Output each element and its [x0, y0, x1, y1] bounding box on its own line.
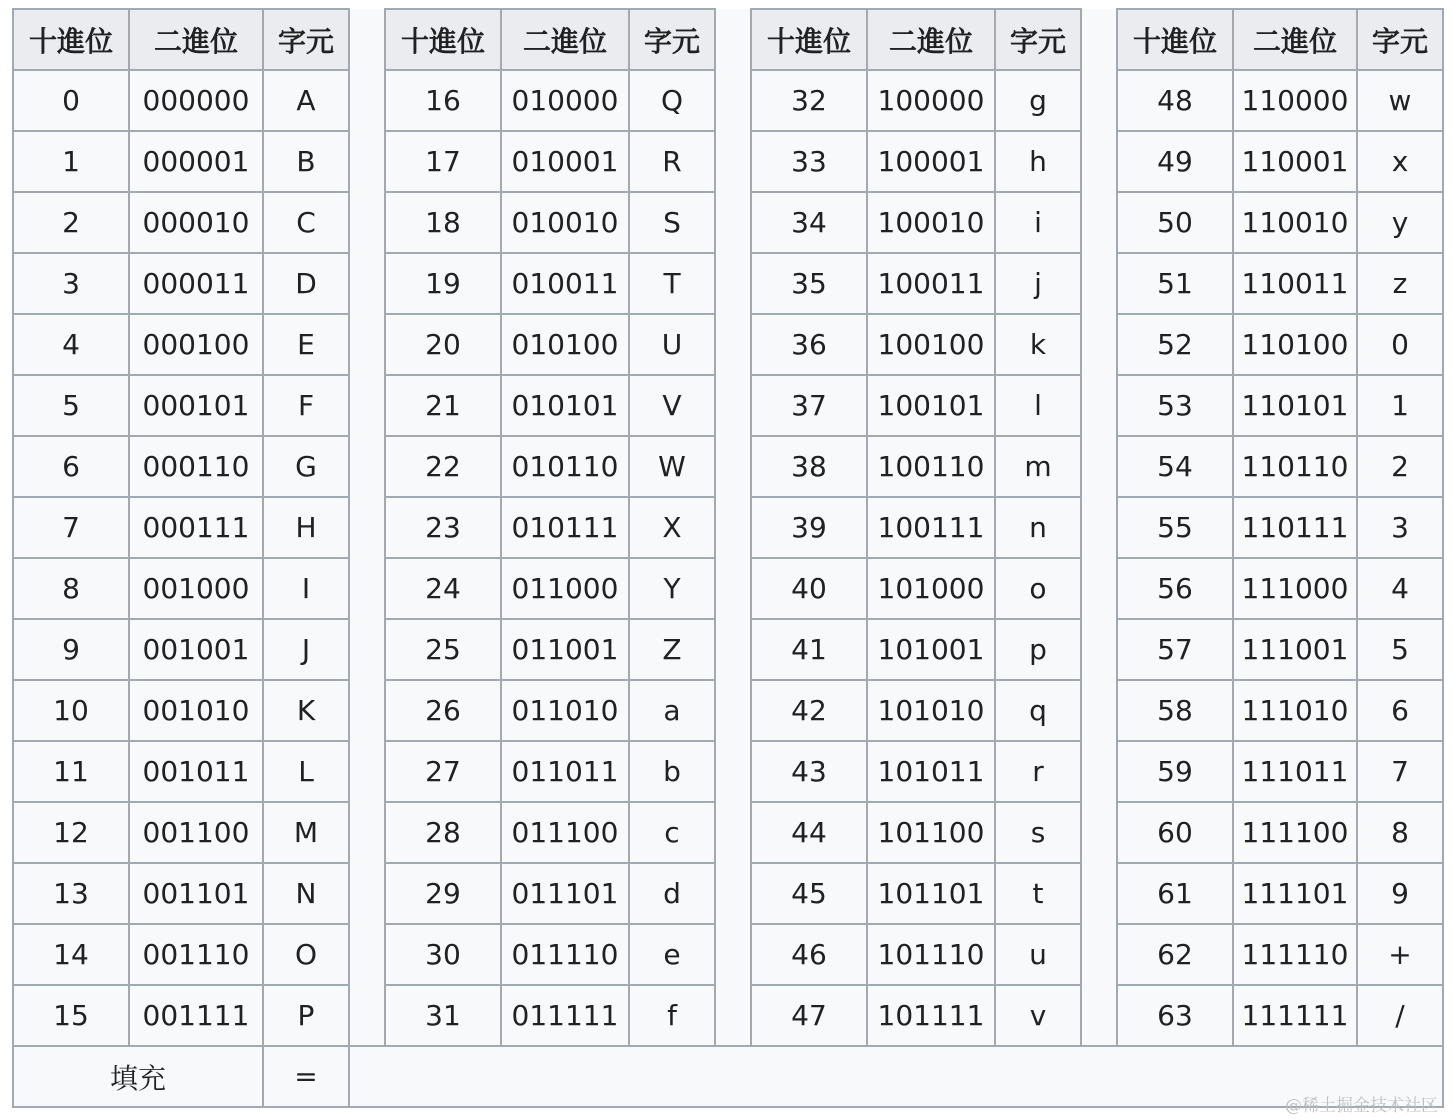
group-spacer [1081, 924, 1117, 985]
table-row [13, 924, 1443, 985]
table-row [13, 558, 1443, 619]
group-spacer [1081, 802, 1117, 863]
header-row [13, 9, 1443, 70]
decimal-cell: 1 [13, 131, 129, 192]
decimal-cell: 48 [1117, 70, 1233, 131]
group-spacer [1081, 192, 1117, 253]
char-header: 字元 [1357, 9, 1443, 70]
group-spacer [715, 253, 751, 314]
binary-cell: 000010 [129, 192, 263, 253]
group-spacer [1081, 497, 1117, 558]
decimal-cell: 16 [385, 70, 501, 131]
group-spacer [1081, 558, 1117, 619]
decimal-header: 十進位 [13, 9, 129, 70]
char-cell: / [1357, 985, 1443, 1046]
char-cell: M [263, 802, 349, 863]
group-spacer [1081, 619, 1117, 680]
group-spacer [715, 497, 751, 558]
binary-cell: 100011 [867, 253, 995, 314]
binary-header: 二進位 [501, 9, 629, 70]
table-row [13, 741, 1443, 802]
binary-header: 二進位 [1233, 9, 1357, 70]
binary-cell: 101111 [867, 985, 995, 1046]
decimal-cell: 62 [1117, 924, 1233, 985]
decimal-cell: 59 [1117, 741, 1233, 802]
binary-cell: 001010 [129, 680, 263, 741]
table-row [13, 497, 1443, 558]
binary-cell: 110101 [1233, 375, 1357, 436]
group-spacer [1081, 314, 1117, 375]
char-cell: Z [629, 619, 715, 680]
group-spacer [349, 741, 385, 802]
char-cell: r [995, 741, 1081, 802]
decimal-cell: 33 [751, 131, 867, 192]
char-cell: U [629, 314, 715, 375]
char-cell: d [629, 863, 715, 924]
char-cell: o [995, 558, 1081, 619]
binary-cell: 101011 [867, 741, 995, 802]
decimal-cell: 23 [385, 497, 501, 558]
decimal-cell: 2 [13, 192, 129, 253]
binary-cell: 010111 [501, 497, 629, 558]
binary-cell: 010011 [501, 253, 629, 314]
binary-cell: 111001 [1233, 619, 1357, 680]
decimal-cell: 55 [1117, 497, 1233, 558]
binary-cell: 001001 [129, 619, 263, 680]
group-spacer [1081, 253, 1117, 314]
char-cell: m [995, 436, 1081, 497]
decimal-cell: 43 [751, 741, 867, 802]
decimal-cell: 31 [385, 985, 501, 1046]
char-cell: 2 [1357, 436, 1443, 497]
decimal-cell: 32 [751, 70, 867, 131]
char-cell: 5 [1357, 619, 1443, 680]
char-cell: D [263, 253, 349, 314]
char-cell: B [263, 131, 349, 192]
table-row [13, 314, 1443, 375]
group-spacer [349, 985, 385, 1046]
decimal-cell: 3 [13, 253, 129, 314]
decimal-cell: 7 [13, 497, 129, 558]
decimal-cell: 45 [751, 863, 867, 924]
char-cell: u [995, 924, 1081, 985]
char-cell: T [629, 253, 715, 314]
group-spacer [349, 863, 385, 924]
decimal-cell: 63 [1117, 985, 1233, 1046]
decimal-cell: 0 [13, 70, 129, 131]
binary-cell: 001011 [129, 741, 263, 802]
char-header: 字元 [629, 9, 715, 70]
binary-cell: 011110 [501, 924, 629, 985]
group-spacer [349, 802, 385, 863]
group-spacer [715, 436, 751, 497]
table-row [13, 192, 1443, 253]
char-cell: K [263, 680, 349, 741]
char-cell: Y [629, 558, 715, 619]
group-spacer [1081, 9, 1117, 70]
decimal-cell: 60 [1117, 802, 1233, 863]
binary-cell: 010001 [501, 131, 629, 192]
group-spacer [349, 436, 385, 497]
group-spacer [349, 131, 385, 192]
binary-cell: 010000 [501, 70, 629, 131]
char-cell: p [995, 619, 1081, 680]
table-row [13, 131, 1443, 192]
char-cell: a [629, 680, 715, 741]
decimal-cell: 44 [751, 802, 867, 863]
char-header: 字元 [995, 9, 1081, 70]
table-row [13, 985, 1443, 1046]
char-cell: I [263, 558, 349, 619]
char-cell: 7 [1357, 741, 1443, 802]
binary-cell: 011100 [501, 802, 629, 863]
binary-cell: 111110 [1233, 924, 1357, 985]
binary-cell: 101110 [867, 924, 995, 985]
binary-cell: 100100 [867, 314, 995, 375]
decimal-cell: 46 [751, 924, 867, 985]
decimal-cell: 54 [1117, 436, 1233, 497]
group-spacer [349, 192, 385, 253]
table-row [13, 863, 1443, 924]
binary-cell: 010101 [501, 375, 629, 436]
binary-cell: 111101 [1233, 863, 1357, 924]
char-cell: J [263, 619, 349, 680]
group-spacer [715, 680, 751, 741]
group-spacer [1081, 680, 1117, 741]
char-cell: H [263, 497, 349, 558]
char-cell: + [1357, 924, 1443, 985]
char-cell: w [1357, 70, 1443, 131]
group-spacer [715, 314, 751, 375]
decimal-cell: 13 [13, 863, 129, 924]
decimal-cell: 19 [385, 253, 501, 314]
decimal-cell: 5 [13, 375, 129, 436]
decimal-cell: 38 [751, 436, 867, 497]
binary-cell: 000100 [129, 314, 263, 375]
char-cell: x [1357, 131, 1443, 192]
decimal-cell: 18 [385, 192, 501, 253]
padding-label: 填充 [13, 1046, 263, 1107]
binary-cell: 011111 [501, 985, 629, 1046]
binary-cell: 111010 [1233, 680, 1357, 741]
binary-cell: 011000 [501, 558, 629, 619]
group-spacer [715, 70, 751, 131]
binary-cell: 100110 [867, 436, 995, 497]
decimal-cell: 42 [751, 680, 867, 741]
char-cell: 4 [1357, 558, 1443, 619]
group-spacer [715, 741, 751, 802]
decimal-cell: 34 [751, 192, 867, 253]
decimal-cell: 17 [385, 131, 501, 192]
binary-cell: 100000 [867, 70, 995, 131]
table-row [13, 436, 1443, 497]
binary-cell: 001100 [129, 802, 263, 863]
decimal-header: 十進位 [385, 9, 501, 70]
binary-cell: 010100 [501, 314, 629, 375]
char-cell: t [995, 863, 1081, 924]
group-spacer [715, 619, 751, 680]
binary-cell: 000101 [129, 375, 263, 436]
binary-cell: 110110 [1233, 436, 1357, 497]
decimal-cell: 10 [13, 680, 129, 741]
binary-cell: 001101 [129, 863, 263, 924]
binary-cell: 010010 [501, 192, 629, 253]
char-cell: 9 [1357, 863, 1443, 924]
binary-cell: 000000 [129, 70, 263, 131]
binary-cell: 101101 [867, 863, 995, 924]
decimal-cell: 11 [13, 741, 129, 802]
binary-cell: 111100 [1233, 802, 1357, 863]
binary-cell: 000001 [129, 131, 263, 192]
binary-cell: 111000 [1233, 558, 1357, 619]
group-spacer [715, 375, 751, 436]
decimal-cell: 15 [13, 985, 129, 1046]
binary-cell: 100101 [867, 375, 995, 436]
decimal-cell: 29 [385, 863, 501, 924]
group-spacer [1081, 985, 1117, 1046]
binary-cell: 100001 [867, 131, 995, 192]
group-spacer [1081, 375, 1117, 436]
group-spacer [349, 497, 385, 558]
char-cell: j [995, 253, 1081, 314]
char-cell: V [629, 375, 715, 436]
char-cell: F [263, 375, 349, 436]
binary-cell: 101001 [867, 619, 995, 680]
decimal-cell: 51 [1117, 253, 1233, 314]
binary-cell: 001000 [129, 558, 263, 619]
binary-cell: 011101 [501, 863, 629, 924]
decimal-cell: 41 [751, 619, 867, 680]
padding-empty-cell [349, 1046, 1443, 1107]
char-cell: n [995, 497, 1081, 558]
binary-header: 二進位 [129, 9, 263, 70]
binary-cell: 110111 [1233, 497, 1357, 558]
table-row [13, 253, 1443, 314]
binary-cell: 101100 [867, 802, 995, 863]
char-cell: 3 [1357, 497, 1443, 558]
decimal-cell: 24 [385, 558, 501, 619]
binary-cell: 110011 [1233, 253, 1357, 314]
decimal-cell: 30 [385, 924, 501, 985]
group-spacer [349, 619, 385, 680]
binary-cell: 000011 [129, 253, 263, 314]
watermark: @稀土掘金技术社区 [1285, 1096, 1438, 1116]
binary-cell: 001111 [129, 985, 263, 1046]
char-cell: G [263, 436, 349, 497]
char-cell: g [995, 70, 1081, 131]
decimal-cell: 47 [751, 985, 867, 1046]
group-spacer [349, 70, 385, 131]
char-cell: c [629, 802, 715, 863]
table-row [13, 70, 1443, 131]
group-spacer [349, 314, 385, 375]
group-spacer [349, 680, 385, 741]
binary-cell: 000110 [129, 436, 263, 497]
group-spacer [349, 558, 385, 619]
char-cell: S [629, 192, 715, 253]
char-cell: Q [629, 70, 715, 131]
char-cell: z [1357, 253, 1443, 314]
group-spacer [715, 863, 751, 924]
binary-cell: 000111 [129, 497, 263, 558]
group-spacer [715, 558, 751, 619]
char-cell: h [995, 131, 1081, 192]
binary-cell: 111011 [1233, 741, 1357, 802]
decimal-cell: 22 [385, 436, 501, 497]
decimal-cell: 21 [385, 375, 501, 436]
group-spacer [349, 253, 385, 314]
binary-cell: 110010 [1233, 192, 1357, 253]
group-spacer [715, 802, 751, 863]
table-row [13, 680, 1443, 741]
decimal-cell: 12 [13, 802, 129, 863]
char-cell: y [1357, 192, 1443, 253]
binary-cell: 011010 [501, 680, 629, 741]
decimal-cell: 56 [1117, 558, 1233, 619]
decimal-cell: 28 [385, 802, 501, 863]
decimal-cell: 27 [385, 741, 501, 802]
binary-cell: 010110 [501, 436, 629, 497]
padding-char: = [263, 1046, 349, 1107]
char-cell: b [629, 741, 715, 802]
group-spacer [1081, 131, 1117, 192]
char-cell: X [629, 497, 715, 558]
group-spacer [349, 9, 385, 70]
binary-cell: 001110 [129, 924, 263, 985]
binary-cell: 011011 [501, 741, 629, 802]
binary-header: 二進位 [867, 9, 995, 70]
group-spacer [1081, 741, 1117, 802]
group-spacer [715, 924, 751, 985]
decimal-cell: 50 [1117, 192, 1233, 253]
decimal-cell: 57 [1117, 619, 1233, 680]
char-cell: i [995, 192, 1081, 253]
char-cell: k [995, 314, 1081, 375]
char-cell: s [995, 802, 1081, 863]
char-cell: 8 [1357, 802, 1443, 863]
char-cell: L [263, 741, 349, 802]
group-spacer [1081, 70, 1117, 131]
binary-cell: 101000 [867, 558, 995, 619]
group-spacer [715, 131, 751, 192]
binary-cell: 100111 [867, 497, 995, 558]
group-spacer [349, 924, 385, 985]
decimal-cell: 14 [13, 924, 129, 985]
char-cell: E [263, 314, 349, 375]
decimal-cell: 20 [385, 314, 501, 375]
char-cell: R [629, 131, 715, 192]
table-row [13, 375, 1443, 436]
decimal-cell: 39 [751, 497, 867, 558]
char-cell: 6 [1357, 680, 1443, 741]
decimal-cell: 4 [13, 314, 129, 375]
char-cell: A [263, 70, 349, 131]
char-cell: q [995, 680, 1081, 741]
decimal-cell: 61 [1117, 863, 1233, 924]
group-spacer [1081, 436, 1117, 497]
group-spacer [715, 9, 751, 70]
decimal-cell: 49 [1117, 131, 1233, 192]
char-cell: 0 [1357, 314, 1443, 375]
padding-row [13, 1046, 1443, 1107]
base64-index-table [12, 8, 1444, 1108]
group-spacer [715, 985, 751, 1046]
decimal-cell: 53 [1117, 375, 1233, 436]
binary-cell: 110001 [1233, 131, 1357, 192]
binary-cell: 011001 [501, 619, 629, 680]
group-spacer [349, 375, 385, 436]
char-cell: N [263, 863, 349, 924]
char-cell: 1 [1357, 375, 1443, 436]
decimal-cell: 25 [385, 619, 501, 680]
binary-cell: 101010 [867, 680, 995, 741]
table-row [13, 619, 1443, 680]
table-row [13, 802, 1443, 863]
char-cell: W [629, 436, 715, 497]
binary-cell: 110000 [1233, 70, 1357, 131]
char-cell: C [263, 192, 349, 253]
decimal-cell: 36 [751, 314, 867, 375]
decimal-header: 十進位 [751, 9, 867, 70]
group-spacer [1081, 863, 1117, 924]
char-cell: P [263, 985, 349, 1046]
binary-cell: 100010 [867, 192, 995, 253]
char-cell: O [263, 924, 349, 985]
decimal-cell: 9 [13, 619, 129, 680]
decimal-cell: 6 [13, 436, 129, 497]
char-cell: e [629, 924, 715, 985]
decimal-cell: 40 [751, 558, 867, 619]
group-spacer [715, 192, 751, 253]
decimal-cell: 37 [751, 375, 867, 436]
binary-cell: 111111 [1233, 985, 1357, 1046]
decimal-header: 十進位 [1117, 9, 1233, 70]
char-cell: l [995, 375, 1081, 436]
decimal-cell: 26 [385, 680, 501, 741]
decimal-cell: 35 [751, 253, 867, 314]
decimal-cell: 8 [13, 558, 129, 619]
char-header: 字元 [263, 9, 349, 70]
char-cell: f [629, 985, 715, 1046]
decimal-cell: 58 [1117, 680, 1233, 741]
decimal-cell: 52 [1117, 314, 1233, 375]
char-cell: v [995, 985, 1081, 1046]
binary-cell: 110100 [1233, 314, 1357, 375]
